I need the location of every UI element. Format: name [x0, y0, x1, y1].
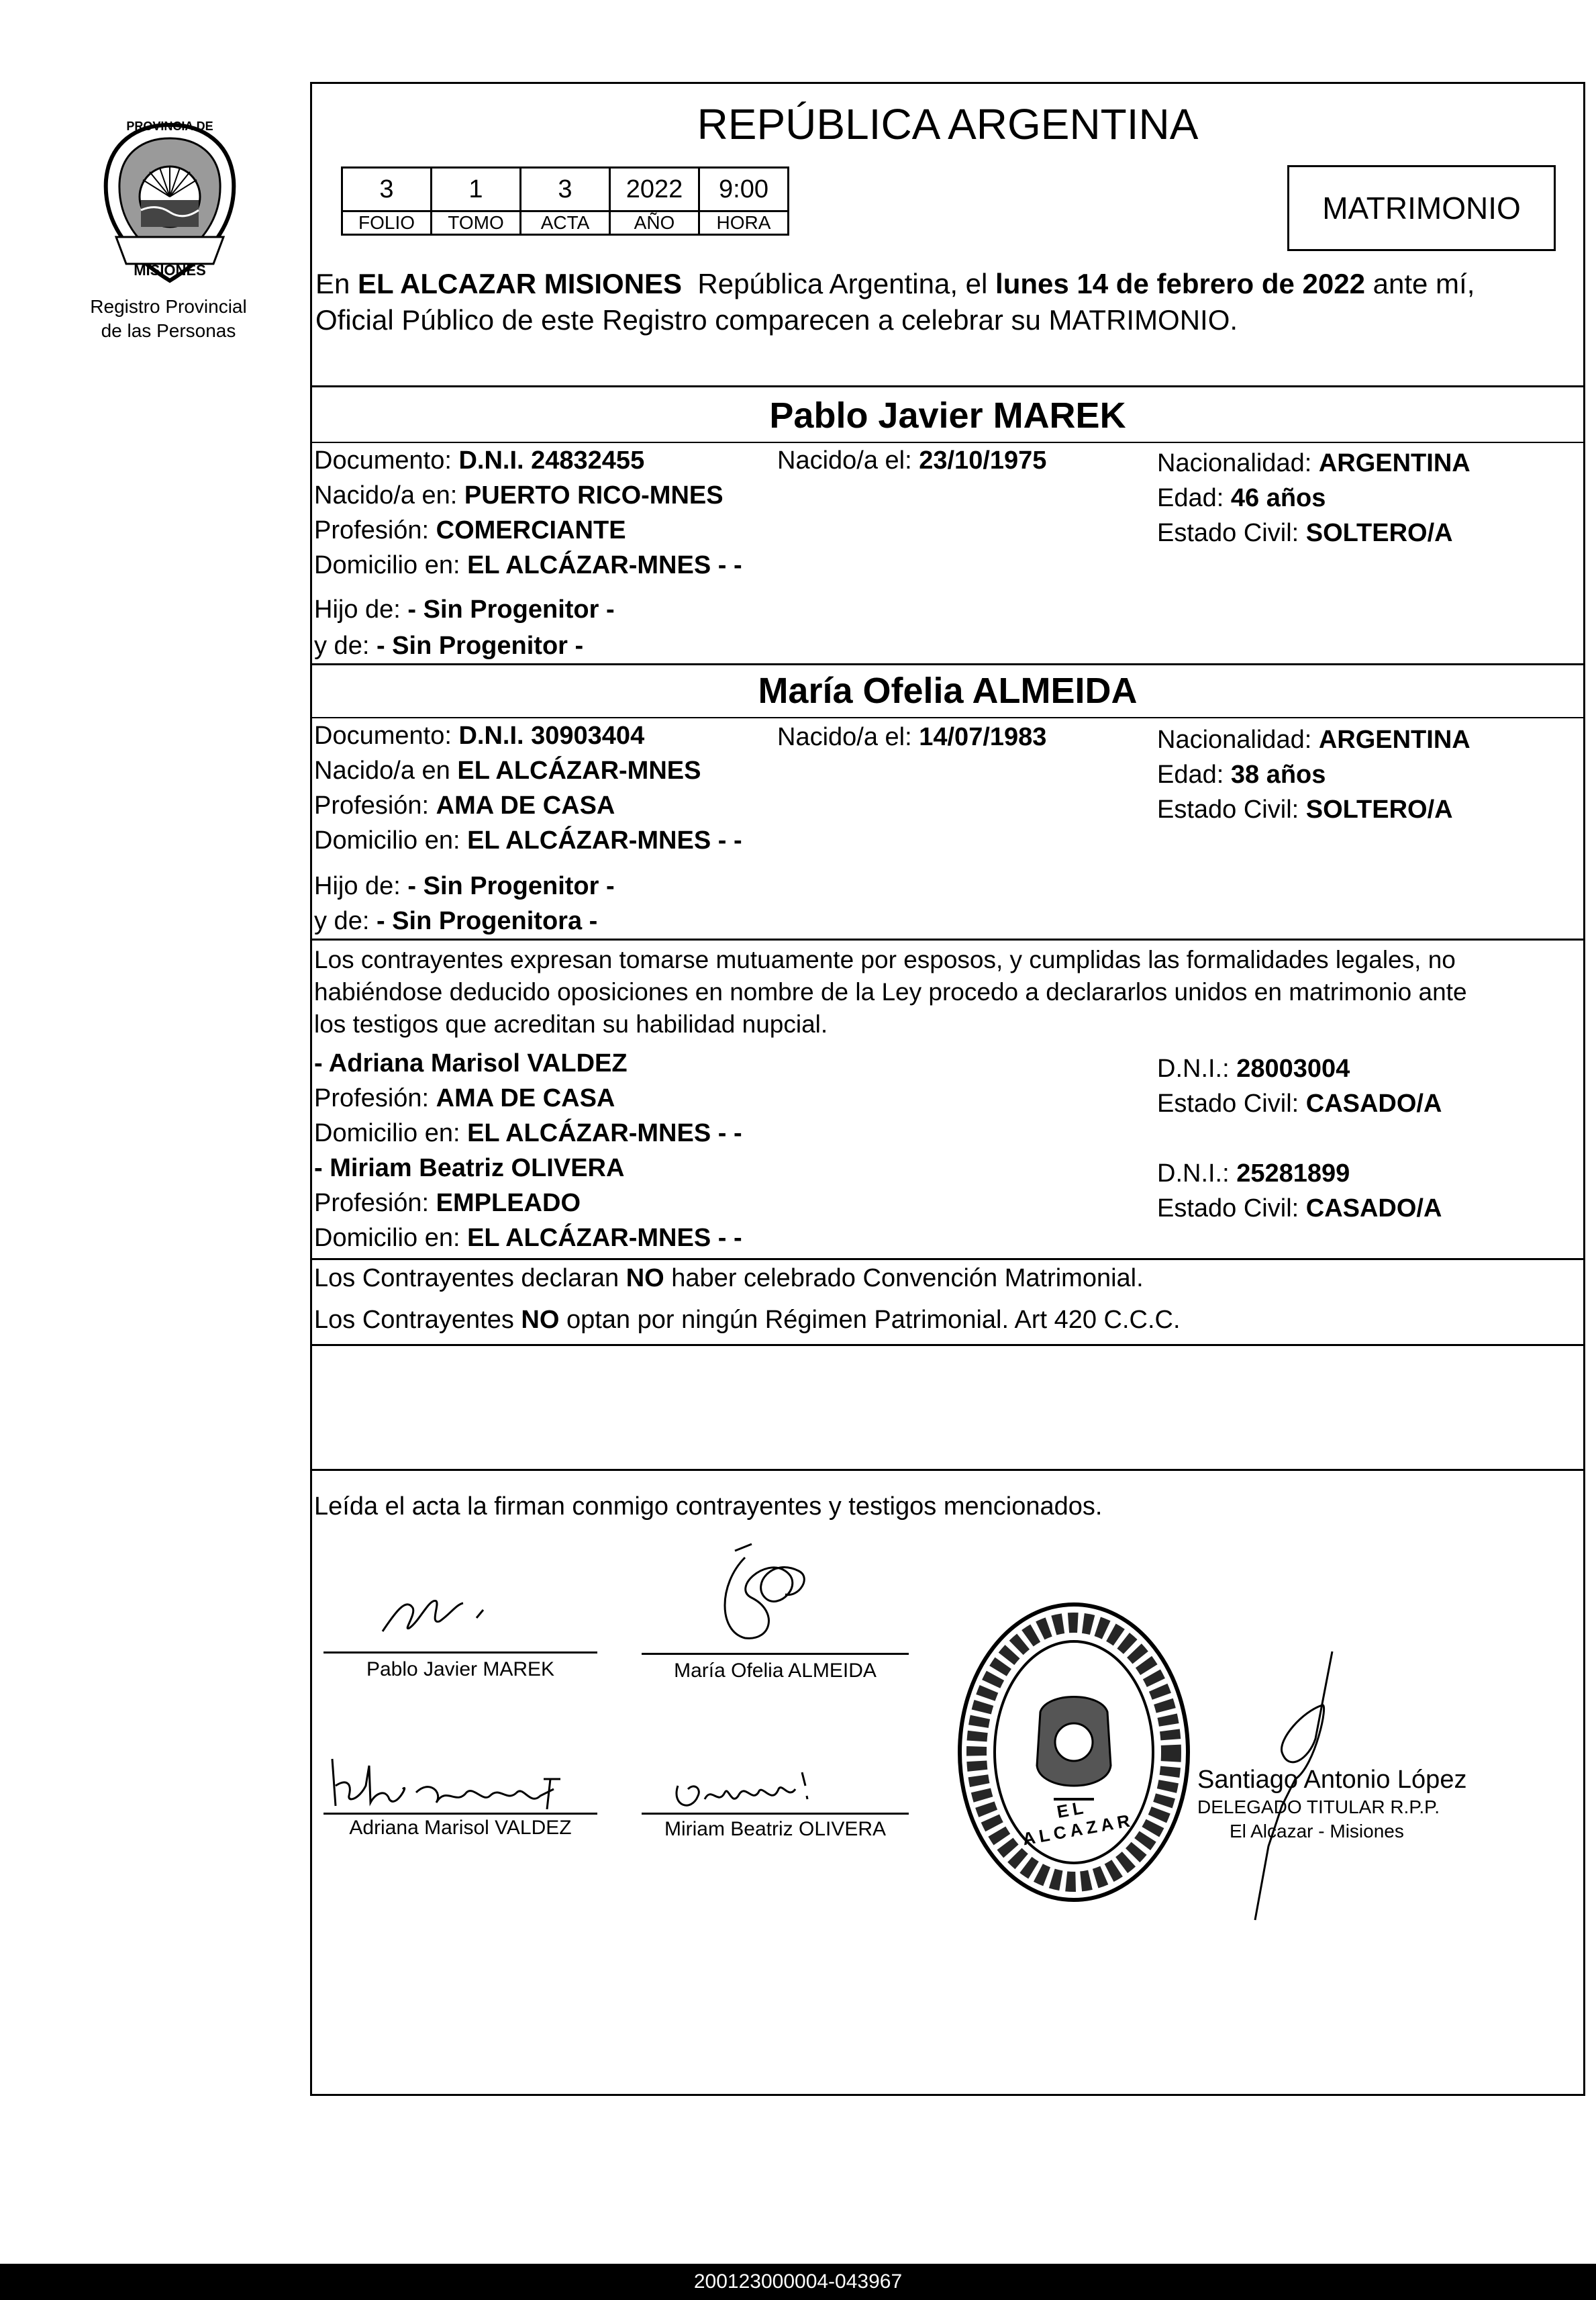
- c2-edad: Edad: 38 años: [1157, 761, 1326, 789]
- c1-nacido-en: Nacido/a en: PUERTO RICO-MNES: [314, 481, 724, 510]
- testigo1-name: - Adriana Marisol VALDEZ: [314, 1049, 628, 1077]
- intro-place: EL ALCAZAR MISIONES: [358, 268, 683, 299]
- signature-almeida: [705, 1531, 839, 1651]
- c1-hijo-de: Hijo de: - Sin Progenitor -: [314, 595, 615, 624]
- testigo2-name: - Miriam Beatriz OLIVERA: [314, 1154, 625, 1182]
- signature-valdez: [322, 1745, 591, 1819]
- testigo2-estado: Estado Civil: CASADO/A: [1157, 1194, 1442, 1223]
- declaracion-line2: habiéndose deducido oposiciones en nombre de la Ley procedo a declararlos unidos en matrimonio ante: [314, 978, 1467, 1006]
- stamp-bottom-text: EL ALCAZAR: [1021, 1796, 1136, 1850]
- oficial-name: Santiago Antonio López: [1197, 1766, 1467, 1794]
- c1-edad: Edad: 46 años: [1157, 484, 1326, 512]
- intro-en: En: [315, 268, 358, 299]
- c1-nacido-el: Nacido/a el: 23/10/1975: [777, 446, 1047, 475]
- testigo1-domicilio: Domicilio en: EL ALCÁZAR-MNES - -: [314, 1119, 742, 1147]
- c2-profesion: Profesión: AMA DE CASA: [314, 792, 615, 820]
- official-stamp: [953, 1598, 1195, 1907]
- registry-name-line2: de las Personas: [101, 320, 236, 341]
- divider: [310, 385, 1585, 387]
- registry-name-line1: Registro Provincial: [90, 296, 247, 317]
- testigo2-profesion: Profesión: EMPLEADO: [314, 1189, 581, 1217]
- signature-olivera: [664, 1759, 852, 1819]
- intro-line2: Oficial Público de este Registro comparecen a celebrar su MATRIMONIO.: [315, 304, 1238, 336]
- convencion-line2: Los Contrayentes NO optan por ningún Régimen Patrimonial. Art 420 C.C.C.: [314, 1306, 1181, 1334]
- sigline-valdez: [323, 1813, 597, 1815]
- c2-documento: Documento: D.N.I. 30903404: [314, 722, 645, 750]
- folio-value: 3: [342, 168, 432, 211]
- intro-mid: República Argentina, el: [682, 268, 996, 299]
- acta-value: 3: [521, 168, 610, 211]
- c2-nacionalidad: Nacionalidad: ARGENTINA: [1157, 726, 1470, 754]
- divider: [310, 717, 1585, 718]
- convencion-line1: Los Contrayentes declaran NO haber celebrado Convención Matrimonial.: [314, 1264, 1144, 1292]
- divider: [310, 442, 1585, 443]
- hora-value: 9:00: [699, 168, 789, 211]
- c2-nacido-en: Nacido/a en EL ALCÁZAR-MNES: [314, 757, 701, 785]
- hora-label: HORA: [699, 211, 789, 235]
- c1-documento: Documento: D.N.I. 24832455: [314, 446, 645, 475]
- testigo1-estado: Estado Civil: CASADO/A: [1157, 1090, 1442, 1118]
- sig-caption-almeida: María Ofelia ALMEIDA: [674, 1660, 877, 1682]
- testigo1-dni: D.N.I.: 28003004: [1157, 1055, 1350, 1083]
- c2-hijo-de: Hijo de: - Sin Progenitor -: [314, 872, 615, 900]
- divider: [310, 1344, 1585, 1346]
- anio-value: 2022: [610, 168, 699, 211]
- contrayente2-name: María Ofelia ALMEIDA: [758, 671, 1138, 711]
- contrayente1-name: Pablo Javier MAREK: [769, 395, 1126, 436]
- oficial-place: El Alcazar - Misiones: [1230, 1821, 1404, 1841]
- divider: [310, 663, 1585, 665]
- doc-type-box: MATRIMONIO: [1287, 165, 1556, 251]
- anio-label: AÑO: [610, 211, 699, 235]
- document-code-bar: 200123000004-043967: [0, 2264, 1596, 2300]
- c1-profesion: Profesión: COMERCIANTE: [314, 516, 626, 544]
- c1-estado-civil: Estado Civil: SOLTERO/A: [1157, 519, 1453, 547]
- testigo2-dni: D.N.I.: 25281899: [1157, 1159, 1350, 1188]
- divider: [310, 939, 1585, 941]
- seal-bottom-text: MISIONES: [134, 262, 206, 279]
- divider: [310, 1258, 1585, 1260]
- signature-marek: [376, 1584, 523, 1645]
- testigo1-profesion: Profesión: AMA DE CASA: [314, 1084, 615, 1112]
- intro-date: lunes 14 de febrero de 2022: [995, 268, 1365, 299]
- tomo-label: TOMO: [432, 211, 521, 235]
- intro-tail: ante mí,: [1364, 268, 1475, 299]
- testigo2-domicilio: Domicilio en: EL ALCÁZAR-MNES - -: [314, 1224, 742, 1252]
- sig-caption-olivera: Miriam Beatriz OLIVERA: [664, 1818, 887, 1840]
- id-table: [341, 166, 789, 236]
- page-title: REPÚBLICA ARGENTINA: [697, 100, 1199, 148]
- leida-text: Leída el acta la firman conmigo contrayentes y testigos mencionados.: [314, 1492, 1103, 1521]
- c2-domicilio: Domicilio en: EL ALCÁZAR-MNES - -: [314, 826, 742, 855]
- oficial-title: DELEGADO TITULAR R.P.P.: [1197, 1796, 1440, 1817]
- folio-label: FOLIO: [342, 211, 432, 235]
- sig-caption-valdez: Adriana Marisol VALDEZ: [349, 1817, 572, 1839]
- seal-top-text: PROVINCIA DE: [126, 119, 213, 133]
- intro-line1: [315, 267, 1475, 301]
- c2-y-de: y de: - Sin Progenitora -: [314, 907, 598, 935]
- sigline-olivera: [642, 1813, 909, 1815]
- divider: [310, 1469, 1585, 1471]
- declaracion-line1: Los contrayentes expresan tomarse mutuamente por esposos, y cumplidas las formalidades legales, no: [314, 946, 1456, 973]
- c1-y-de: y de: - Sin Progenitor -: [314, 632, 584, 660]
- c2-nacido-el: Nacido/a el: 14/07/1983: [777, 723, 1047, 751]
- c1-domicilio: Domicilio en: EL ALCÁZAR-MNES - -: [314, 551, 742, 579]
- tomo-value: 1: [432, 168, 521, 211]
- c2-estado-civil: Estado Civil: SOLTERO/A: [1157, 796, 1453, 824]
- sig-caption-marek: Pablo Javier MAREK: [366, 1658, 555, 1680]
- sigline-marek: [323, 1651, 597, 1654]
- c1-nacionalidad: Nacionalidad: ARGENTINA: [1157, 449, 1470, 477]
- sigline-almeida: [642, 1653, 909, 1655]
- declaracion-line3: los testigos que acreditan su habilidad nupcial.: [314, 1010, 828, 1038]
- acta-label: ACTA: [521, 211, 610, 235]
